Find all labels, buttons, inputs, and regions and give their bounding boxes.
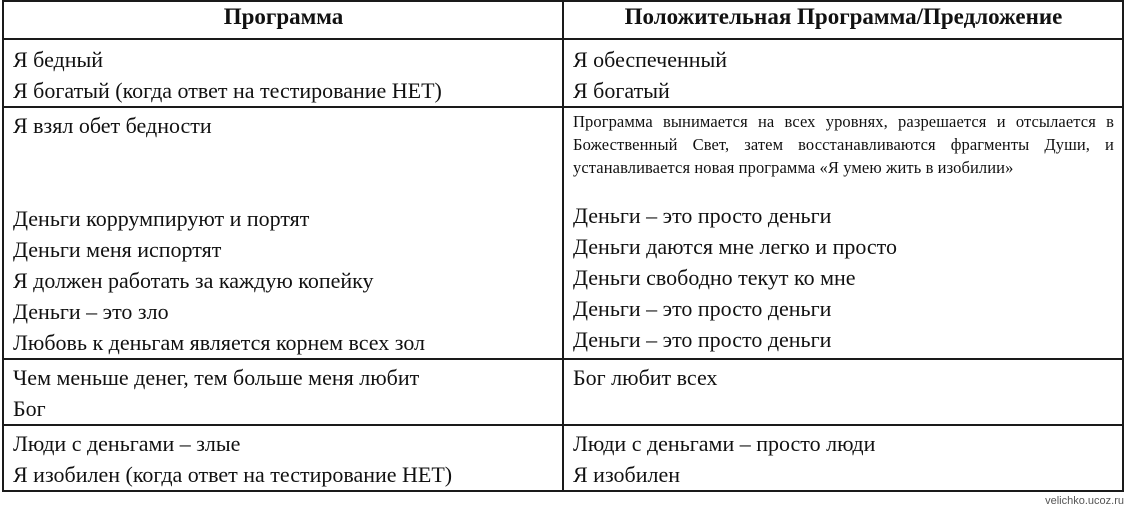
watermark: velichko.ucoz.ru [1045, 495, 1124, 507]
cell-left [3, 107, 563, 359]
cell-line: Я богатый [573, 78, 670, 103]
cell-line: Деньги даются мне легко и просто [573, 234, 897, 259]
cell-right [563, 107, 1123, 359]
cell-right [563, 425, 1123, 491]
cell-line: Чем меньше денег, тем больше меня любит [13, 365, 420, 390]
cell-line: Я богатый (когда ответ на тестирование НЕТ) [13, 78, 442, 103]
program-table-container [2, 0, 1122, 492]
cell-line: Я обеспеченный [573, 47, 728, 72]
table-row [3, 107, 1123, 359]
cell-right [563, 39, 1123, 107]
cell-line: Деньги свободно текут ко мне [573, 265, 856, 290]
table-header-row [3, 1, 1123, 39]
table-row [3, 359, 1123, 425]
cell-line: Я изобилен (когда ответ на тестирование НЕТ) [13, 462, 453, 487]
cell-line: Люди с деньгами – злые [13, 431, 241, 456]
cell-left [3, 39, 563, 107]
cell-line: Я взял обет бедности [13, 113, 212, 138]
cell-line: Я изобилен [573, 462, 680, 487]
cell-line: Бог любит всех [573, 365, 718, 390]
cell-line: Деньги – это просто деньги [573, 296, 832, 321]
header-positive-program: Положительная Программа/Предложение [563, 1, 1123, 39]
cell-line: Деньги меня испортят [13, 237, 222, 262]
header-program: Программа [3, 1, 563, 39]
cell-line: Деньги – это зло [13, 299, 169, 324]
cell-line: Я бедный [13, 47, 104, 72]
cell-paragraph: Программа вынимается на всех уровнях, разрешается и отсылается в Божественный Свет, затем восстанавливаются фрагменты Души, и устанавливается новая программа «Я умею жить в изобилии» [573, 112, 1114, 177]
cell-line: Деньги коррумпируют и портят [13, 206, 310, 231]
cell-line: Деньги – это просто деньги [573, 327, 832, 352]
cell-line: Любовь к деньгам является корнем всех зол [13, 330, 426, 355]
cell-left [3, 425, 563, 491]
cell-line: Бог [13, 396, 46, 421]
cell-line: Люди с деньгами – просто люди [573, 431, 876, 456]
cell-line: Деньги – это просто деньги [573, 203, 832, 228]
table-row [3, 425, 1123, 491]
table-row [3, 39, 1123, 107]
cell-right [563, 359, 1123, 425]
cell-line: Я должен работать за каждую копейку [13, 268, 374, 293]
cell-left [3, 359, 563, 425]
program-table [2, 0, 1124, 492]
